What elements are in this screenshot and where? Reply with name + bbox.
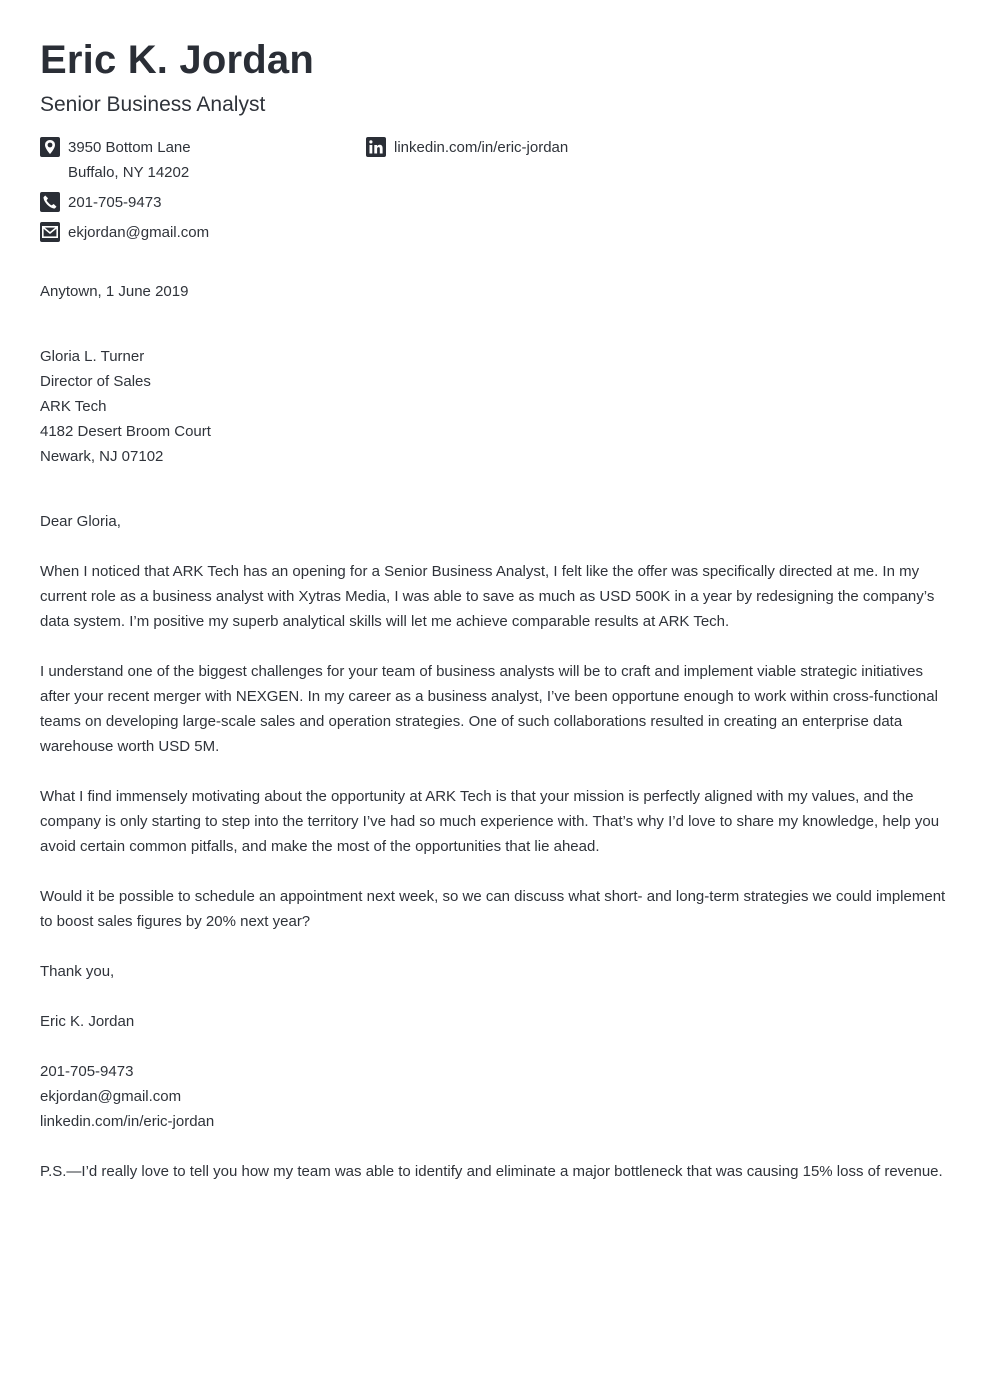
letter-body	[40, 279, 950, 1184]
recipient-name: Gloria L. Turner	[40, 348, 145, 365]
address-line-2: Buffalo, NY 14202	[68, 164, 190, 181]
signature-contact	[40, 1059, 950, 1134]
signature-name: Eric K. Jordan	[40, 1013, 135, 1030]
address-line-1: 3950 Bottom Lane	[68, 139, 191, 156]
contact-linkedin	[366, 137, 568, 160]
recipient-company: ARK Tech	[40, 398, 107, 415]
phone-number[interactable]: 201-705-9473	[68, 194, 162, 211]
contact-section	[40, 137, 950, 247]
recipient-city: Newark, NJ 07102	[40, 448, 164, 465]
recipient-block	[40, 344, 950, 469]
map-pin-icon	[40, 137, 60, 157]
phone-icon	[40, 192, 60, 212]
linkedin-icon	[366, 137, 386, 157]
envelope-icon	[40, 222, 60, 242]
paragraph-4: Would it be possible to schedule an appointment next week, so we can discuss what short- and long-term strategies we could implement to boost sales figures by 20% next year?	[40, 888, 946, 930]
paragraph-2: I understand one of the biggest challenges for your team of business analysts will be to craft and implement viable strategic initiatives after your recent merger with NEXGEN. In my career as a business analyst, I’ve been opportune enough to work within cross-functional teams on developing large-scale sales and operation strategies. One of such collaborations resulted in creating an enterprise data warehouse worth USD 5M.	[40, 663, 938, 755]
linkedin-url[interactable]: linkedin.com/in/eric-jordan	[394, 139, 569, 156]
greeting: Dear Gloria,	[40, 513, 121, 530]
recipient-street: 4182 Desert Broom Court	[40, 423, 211, 440]
paragraph-1: When I noticed that ARK Tech has an opening for a Senior Business Analyst, I felt like the offer was specifically directed at me. In my current role as a business analyst with Xytras Media, I was able to save as much as USD 500K in a year by redesigning the company’s data system. I’m positive my superb analytical skills will let me achieve comparable results at ARK Tech.	[40, 563, 935, 630]
paragraph-3: What I find immensely motivating about the opportunity at ARK Tech is that your mission is perfectly aligned with my values, and the company is only starting to step into the territory I’ve had so much experience with. That’s why I’d love to share my knowledge, help you avoid certain common pitfalls, and make the most of the opportunities that lie ahead.	[40, 788, 940, 855]
signature-linkedin[interactable]: linkedin.com/in/eric-jordan	[40, 1113, 215, 1130]
signature-phone[interactable]: 201-705-9473	[40, 1063, 134, 1080]
closing: Thank you,	[40, 963, 115, 980]
postscript: P.S.—I’d really love to tell you how my team was able to identify and eliminate a major bottleneck that was causing 15% loss of revenue.	[40, 1163, 943, 1180]
contact-address	[40, 137, 191, 185]
signature-email[interactable]: ekjordan@gmail.com	[40, 1088, 182, 1105]
letter-date: Anytown, 1 June 2019	[40, 283, 189, 300]
contact-email	[40, 222, 209, 245]
applicant-name: Eric K. Jordan	[40, 38, 314, 82]
applicant-title: Senior Business Analyst	[40, 93, 266, 116]
contact-phone	[40, 192, 161, 215]
email-address[interactable]: ekjordan@gmail.com	[68, 224, 210, 241]
recipient-position: Director of Sales	[40, 373, 151, 390]
